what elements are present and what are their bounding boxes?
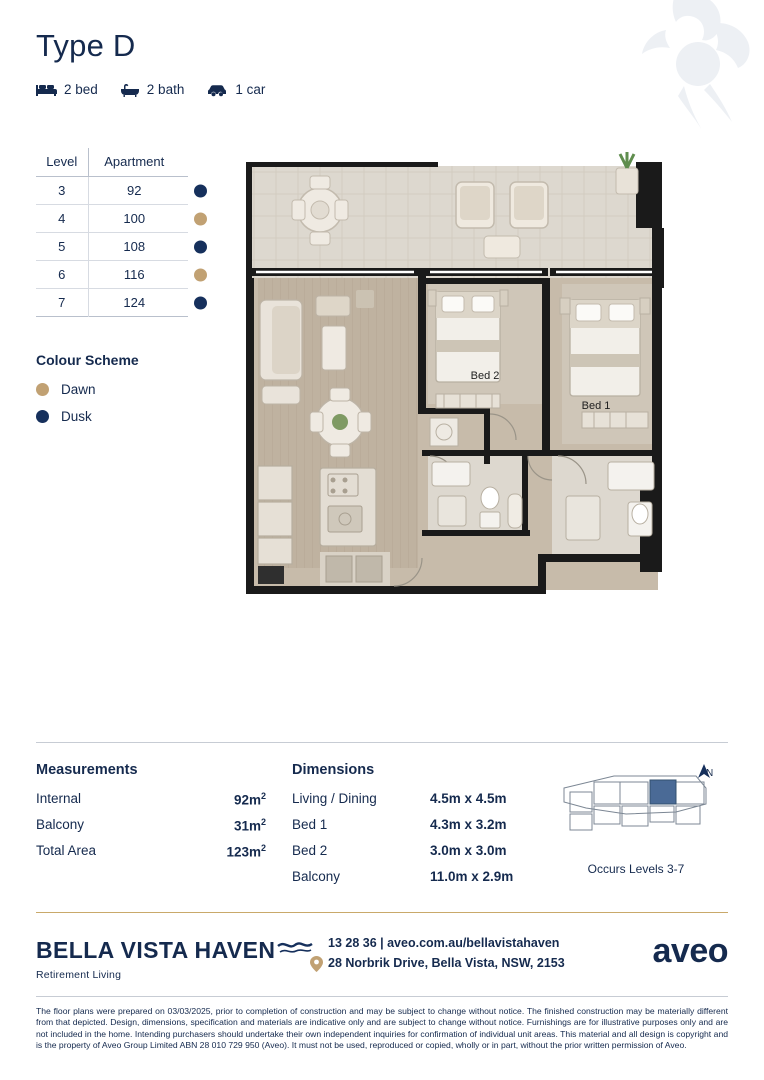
cell-apartment: 108	[123, 239, 146, 254]
dimensions-heading: Dimensions	[292, 762, 375, 778]
cell-scheme-dot	[180, 233, 188, 261]
cell-scheme-dot	[180, 261, 188, 289]
spec-bath-label: 2 bath	[146, 82, 185, 97]
disclaimer-text: The floor plans were prepared on 03/03/2025, prior to completion of construction and may be subject to change without notice. The finished construction may be materially different from that depicted. Design, dimensions, specification and materials are indicative only and are subject to change without notice. Furnishings are for illustrative purposes only and are not included in the home. Intending purchasers should undertake their own independent inquiries for confirmation of individual unit areas. This material and all design is copyright and is the property of Aveo Group Limited ABN 28 010 729 950 (Aveo). It must not be used, reproduced or copied, wholly or in part, without the prior written permission of Aveo.	[36, 1006, 728, 1051]
divider-bottom	[36, 996, 728, 997]
table-row	[36, 289, 188, 317]
cell-level: 6	[36, 261, 88, 289]
page-title: Type D	[36, 28, 136, 63]
bed-icon	[36, 83, 57, 97]
measurement-row	[36, 843, 276, 861]
divider-gold	[36, 912, 728, 913]
spec-bed-label: 2 bed	[64, 82, 98, 97]
level-apartment-table	[36, 148, 188, 317]
room-label-bed1: Bed 1	[581, 400, 611, 412]
dimension-row	[292, 869, 532, 887]
wave-icon	[277, 940, 313, 961]
bird-watermark	[614, 0, 754, 140]
spec-list	[36, 82, 265, 97]
table-row	[36, 177, 188, 205]
cell-apartment: 124	[123, 295, 146, 310]
dimension-value: 3.0m x 3.0m	[430, 843, 507, 858]
col-header-apartment: Apartment	[104, 154, 165, 169]
measurement-label: Total Area	[36, 843, 97, 858]
table-row	[36, 205, 188, 233]
cell-scheme-dot	[180, 177, 188, 205]
spec-bed	[36, 82, 98, 97]
cell-level: 5	[36, 233, 88, 261]
dimension-value: 11.0m x 2.9m	[430, 869, 514, 884]
dimension-label: Balcony	[292, 869, 341, 884]
dawn-label: Dawn	[61, 382, 96, 397]
spec-bath	[120, 82, 185, 97]
north-label: N	[706, 768, 714, 779]
cell-level: 3	[36, 177, 88, 205]
divider-top	[36, 742, 728, 743]
brand-name: BELLA VISTA HAVEN	[36, 937, 276, 963]
aveo-logo: aveo	[652, 932, 728, 970]
measurement-value: $92m^2$	[233, 791, 266, 808]
cell-apartment: 100	[123, 211, 146, 226]
measurement-row	[36, 791, 276, 809]
colour-scheme-heading: Colour Scheme	[36, 352, 139, 368]
dimension-label: Bed 1	[292, 817, 328, 832]
dimension-label: Bed 2	[292, 843, 328, 858]
dimension-row	[292, 817, 532, 835]
measurements-heading: Measurements	[36, 762, 138, 778]
colour-scheme-dawn	[36, 382, 96, 397]
room-label-bed2: Bed 2	[470, 370, 500, 382]
table-row	[36, 233, 188, 261]
floorplan-drawing	[232, 150, 676, 620]
bath-icon	[120, 83, 140, 97]
measurement-label: Balcony	[36, 817, 85, 832]
key-plan	[556, 762, 716, 832]
key-plan-caption: Occurs Levels 3-7	[587, 862, 685, 876]
location-pin-icon	[310, 956, 323, 977]
cell-level: 7	[36, 289, 88, 317]
phone-web-text[interactable]: 13 28 36 | aveo.com.au/bellavistahaven	[328, 936, 560, 950]
measurement-value: $31m^2$	[233, 817, 266, 834]
dusk-swatch-icon	[36, 410, 49, 423]
brand-tagline: Retirement Living	[36, 969, 122, 981]
cell-apartment: 92	[127, 183, 142, 198]
address-text: 28 Norbrik Drive, Bella Vista, NSW, 2153	[328, 956, 565, 970]
car-icon	[206, 83, 228, 97]
measurement-label: Internal	[36, 791, 82, 806]
cell-scheme-dot	[180, 205, 188, 233]
dimension-label: Living / Dining	[292, 791, 377, 806]
dimension-row	[292, 791, 532, 809]
table-row	[36, 261, 188, 289]
col-header-scheme	[180, 148, 188, 177]
measurement-value: $123m^2$	[226, 843, 266, 860]
spec-car	[206, 82, 265, 97]
cell-level: 4	[36, 205, 88, 233]
measurement-row	[36, 817, 276, 835]
spec-car-label: 1 car	[235, 82, 266, 97]
cell-apartment: 116	[123, 267, 145, 282]
table-header-row	[36, 148, 188, 177]
dusk-label: Dusk	[61, 409, 92, 424]
dimension-value: 4.3m x 3.2m	[430, 817, 507, 832]
col-header-level: Level	[36, 148, 88, 177]
dawn-swatch-icon	[36, 383, 49, 396]
colour-scheme-dusk	[36, 409, 92, 424]
dimension-row	[292, 843, 532, 861]
dimension-value: 4.5m x 4.5m	[430, 791, 507, 806]
cell-scheme-dot	[180, 289, 188, 317]
